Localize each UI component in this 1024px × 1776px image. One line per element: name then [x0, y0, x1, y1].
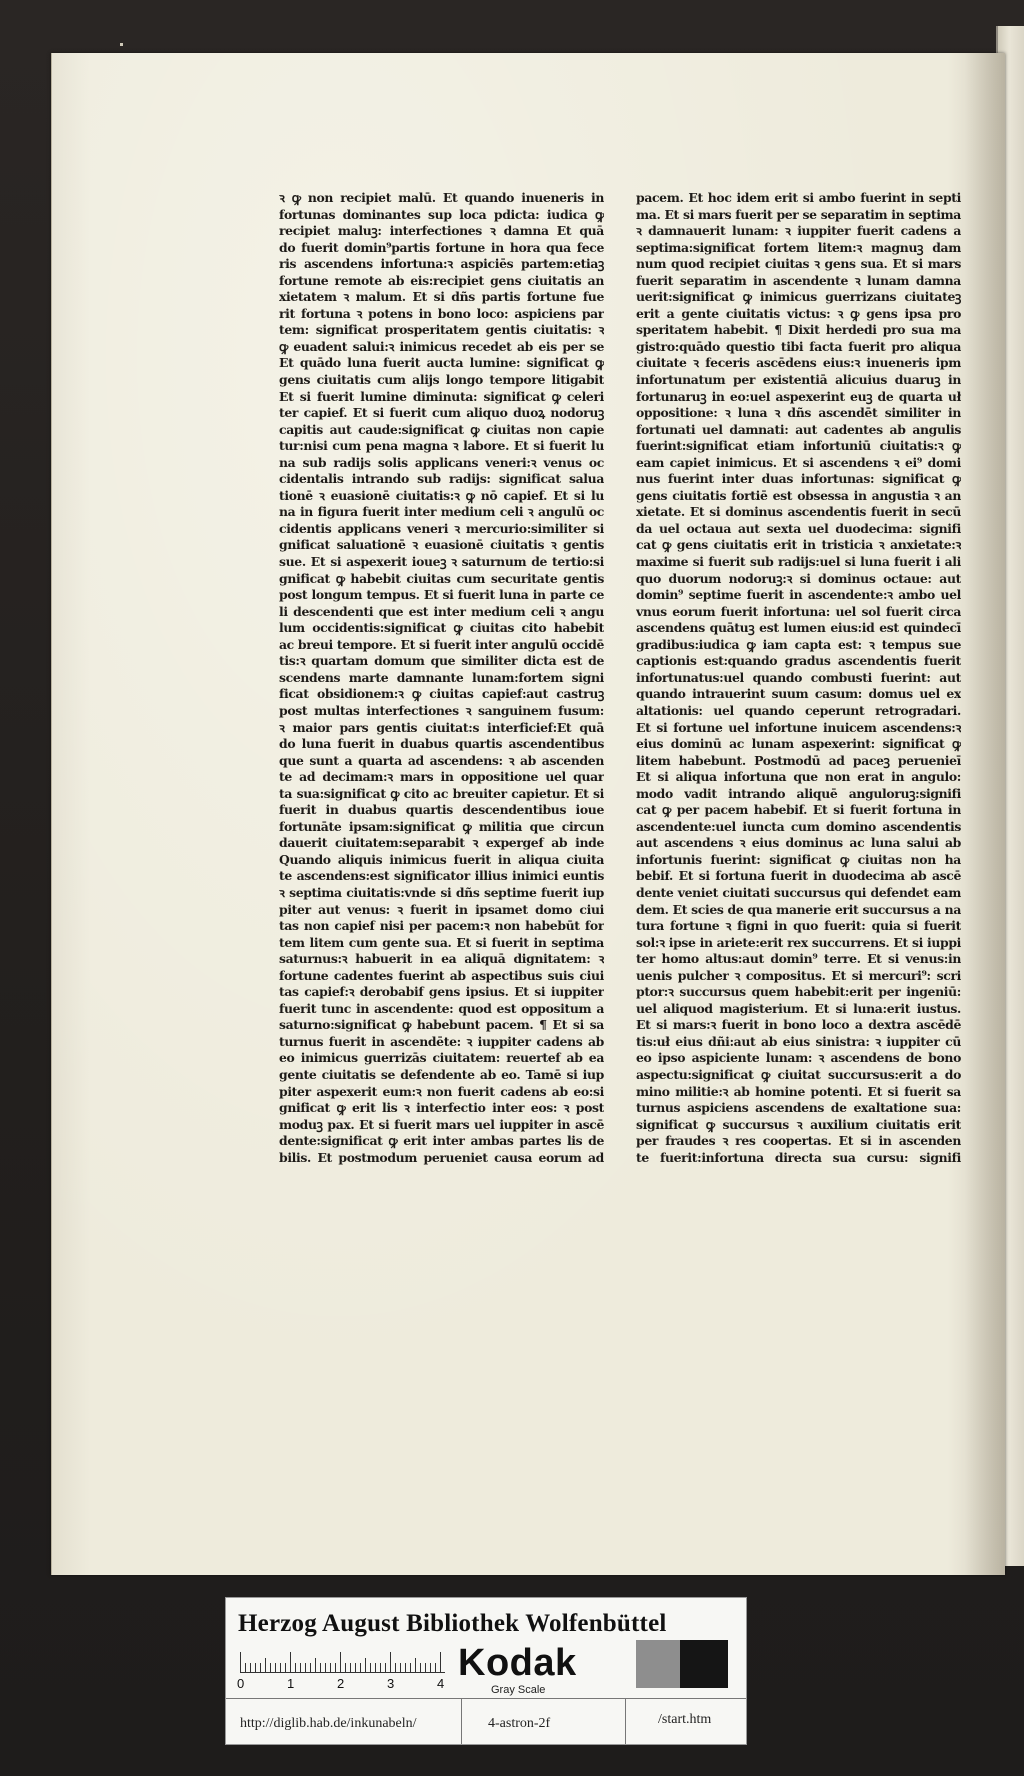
text-line: tas non capief nisi per pacem:ꝛ non habebūt for — [279, 918, 604, 934]
text-line: erit a gente ciuitatis victus: ꝛ ꝙ gens ipsa pro — [636, 305, 961, 321]
text-line: uel aliquod magisterium. Et si luna:erit iustus. — [636, 1000, 961, 1016]
ruler-tick — [440, 1652, 441, 1672]
text-line: post multas interfectiones ꝛ sanguinem fusum: — [279, 702, 604, 718]
ruler-tick — [365, 1658, 366, 1672]
text-line: bebif. Et si fortuna fuerit in duodecima ab ascē — [636, 868, 961, 884]
text-line: domin⁹ septime fuerit in ascendente:ꝛ ambo uel — [636, 587, 961, 603]
ruler-tick — [330, 1663, 331, 1672]
text-line: pacem. Et hoc idem erit si ambo fuerint in septi — [636, 190, 961, 205]
ruler-tick — [290, 1652, 291, 1672]
ruler-tick — [420, 1663, 421, 1672]
text-line: te fuerit:infortuna directa sua cursu: signifi — [636, 1149, 961, 1165]
ruler-number: 4 — [437, 1676, 445, 1691]
text-line: litem habebunt. Postmodū ad paceꝫ peruenieī — [636, 752, 961, 768]
text-line: uenis pulcher ꝛ compositus. Et si mercuri⁹: scri — [636, 967, 961, 983]
text-line: fortunas dominantes sup loca pdicta: iudica ꝙ — [279, 206, 604, 222]
library-url: http://diglib.hab.de/inkunabeln/ — [240, 1716, 417, 1731]
ruler-tick — [240, 1652, 241, 1672]
ruler-tick — [370, 1663, 371, 1672]
text-line: ciuitate ꝛ feceris ascēdens eius:ꝛ inueneris ipm — [636, 355, 961, 371]
ruler-tick — [410, 1663, 411, 1672]
text-line: ac breui tempore. Et si fuerit inter angulū occidē — [279, 636, 604, 652]
ruler-tick — [325, 1663, 326, 1672]
text-line: cat ꝙ gens ciuitatis erit in tristicia ꝛ anxietate:ꝛ — [636, 537, 961, 553]
text-line: li descendenti que est inter medium celi ꝛ angu — [279, 603, 604, 619]
text-line: Et si mars:ꝛ fuerit in bono loco a dextra ascēdē — [636, 1017, 961, 1033]
ruler-tick — [245, 1663, 246, 1672]
ruler-tick — [270, 1663, 271, 1672]
ruler-number: 3 — [387, 1676, 395, 1691]
text-line: ascendens quātuꝫ est lumen eius:id est quindecī — [636, 620, 961, 636]
text-line: speritatem habebit. ¶ Dixit herdedi pro sua ma — [636, 322, 961, 338]
text-line: aspectu:significat ꝙ ciuitat succursus:erit a do — [636, 1066, 961, 1082]
text-line: significat ꝙ succursus ꝛ auxilium ciuitatis erit — [636, 1116, 961, 1132]
text-line: modo vadit intrando aliquē anguloruꝫ:signifi — [636, 785, 961, 801]
text-line: tura fortune ꝛ figni in quo fuerit: quia si fuerit — [636, 918, 961, 934]
ruler-tick — [425, 1663, 426, 1672]
text-line: fortune remote ab eis:recipiet gens ciuitatis an — [279, 272, 604, 288]
text-line: ta sua:significat ꝙ cito ac breuiter capietur. Et si — [279, 785, 604, 801]
text-line: rit fortuna ꝛ potens in bono loco: aspiciens par — [279, 305, 604, 321]
gray-swatch-dark — [680, 1640, 728, 1688]
text-line: na sub radijs solis applicans veneri:ꝛ venus oc — [279, 454, 604, 470]
text-line: lum occidentis:significat ꝙ ciuitas cito habebit — [279, 620, 604, 636]
ruler-tick — [315, 1658, 316, 1672]
ruler-tick — [350, 1663, 351, 1672]
ruler-tick — [380, 1663, 381, 1672]
ruler-tick — [255, 1663, 256, 1672]
ruler-tick — [395, 1663, 396, 1672]
page-gutter-shadow — [965, 53, 1005, 1575]
gray-swatch-mid — [636, 1640, 680, 1688]
text-line: Quando aliquis inimicus fuerit in aliqua ciuita — [279, 851, 604, 867]
start-link: /start.htm — [658, 1712, 712, 1727]
text-line: ter capief. Et si fuerit cum aliquo duoꝝ nodoruꝫ — [279, 405, 604, 421]
text-line: gistro:quādo questio tibi facta fuerit pro aliqua — [636, 338, 961, 354]
text-line: infortunis fuerint: significat ꝙ ciuitas non ha — [636, 851, 961, 867]
text-line: tis:uł eius dñi:aut ab eius sinistra: ꝛ iuppiter cū — [636, 1033, 961, 1049]
text-line: ptor:ꝛ succursus quem habebit:erit per ingeniū: — [636, 984, 961, 1000]
text-line: gnificat saluationē ꝛ euasionē ciuitatis ꝛ gentis — [279, 537, 604, 553]
ruler-tick — [320, 1663, 321, 1672]
ruler-tick — [375, 1663, 376, 1672]
kodak-color-card — [225, 1597, 747, 1745]
text-line: altationis: uel quando ceperunt retrogradari. — [636, 702, 961, 718]
card-divider — [226, 1698, 746, 1699]
text-line: cidentis applicans veneri ꝛ mercurio:similiter si — [279, 520, 604, 536]
text-line: bilis. Et postmodum perueniet causa eorum ad — [279, 1149, 604, 1165]
text-line: dente:significat ꝙ erit inter ambas partes lis de — [279, 1133, 604, 1149]
text-line: piter aspexerit eum:ꝛ non fuerit cadens ab eo:si — [279, 1083, 604, 1099]
text-line: te ad decimam:ꝛ mars in oppositione uel quar — [279, 769, 604, 785]
ruler-tick — [260, 1663, 261, 1672]
text-line: cidentalis intrando sub radijs: significat salua — [279, 471, 604, 487]
text-line: gradibus:iudica ꝙ iam capta est: ꝛ tempus sue — [636, 636, 961, 652]
text-line: turnus fuerit in ascendēte: ꝛ iuppiter cadens ab — [279, 1033, 604, 1049]
text-line: mino militie:ꝛ ab homine potenti. Et si fuerit sa — [636, 1083, 961, 1099]
text-line: fuerit separatim in ascendente ꝛ lunam damna — [636, 272, 961, 288]
text-line: do fuerit domin⁹partis fortune in hora qua fece — [279, 239, 604, 255]
ruler-number: 1 — [287, 1676, 295, 1691]
ruler-tick — [280, 1663, 281, 1672]
text-line: Et si fuerit lumine diminuta: significat ꝙ celeri — [279, 388, 604, 404]
text-line: fuerint:significat etiam infortuniū ciuitatis:ꝛ ꝙ — [636, 438, 961, 454]
text-line: tem litem cum gente sua. Et si fuerit in septima — [279, 934, 604, 950]
scale-ruler — [240, 1650, 445, 1673]
text-line: ꝙ euadent salui:ꝛ inimicus recedet ab eis per se — [279, 338, 604, 354]
ruler-tick — [430, 1663, 431, 1672]
ruler-number: 0 — [237, 1676, 245, 1691]
library-name: Herzog August Bibliothek Wolfenbüttel — [238, 1610, 667, 1637]
ruler-tick — [390, 1652, 391, 1672]
text-line: fuerit in duabus quartis descendentibus ioue — [279, 802, 604, 818]
text-line: te ascendens:est significator illius inimici euntis — [279, 868, 604, 884]
left-text-column — [279, 190, 604, 1166]
text-line: gnificat ꝙ habebit ciuitas cum securitate gentis — [279, 570, 604, 586]
text-line: tis:ꝛ quartam domum que similiter dicta est de — [279, 653, 604, 669]
right-text-column — [636, 190, 961, 1166]
text-line: xietate. Et si dominus ascendentis fuerit in secū — [636, 504, 961, 520]
text-line: quo duorum nodoruꝫ:ꝛ si dominus octaue: aut — [636, 570, 961, 586]
text-line: uerit:significat ꝙ inimicus guerrizans ciuitateꝫ — [636, 289, 961, 305]
text-line: per fraudes ꝛ res coopertas. Et si in ascenden — [636, 1133, 961, 1149]
text-line: tionē ꝛ euasionē ciuitatis:ꝛ ꝙ nō capief. Et si lu — [279, 487, 604, 503]
ruler-number: 2 — [337, 1676, 345, 1691]
ruler-tick — [275, 1663, 276, 1672]
text-line: ꝛ maior pars gentis ciuitat:s interficief:Et quā — [279, 719, 604, 735]
text-line: Et si fortune uel infortune inuicem ascendens:ꝛ — [636, 719, 961, 735]
text-line: infortunatum per existentiā alicuius duaruꝫ in — [636, 372, 961, 388]
ruler-tick — [285, 1663, 286, 1672]
text-line: dem. Et scies de qua manerie erit succursus a na — [636, 901, 961, 917]
ruler-tick — [265, 1658, 266, 1672]
text-line: eo ipso aspiciente lunam: ꝛ ascendens de bono — [636, 1050, 961, 1066]
text-line: saturno:significat ꝙ habebunt pacem. ¶ Et si sa — [279, 1017, 604, 1033]
text-line: aut ascendens ꝛ eius dominus ac luna salui ab — [636, 835, 961, 851]
text-line: quando intrauerint suum casum: domus uel ex — [636, 686, 961, 702]
text-line: ter homo altus:aut domin⁹ terre. Et si venus:in — [636, 951, 961, 967]
text-line: tem: significat prosperitatem gentis ciuitatis: ꝛ — [279, 322, 604, 338]
ruler-tick — [310, 1663, 311, 1672]
text-line: turnus aspiciens ascendens de exaltatione sua: — [636, 1100, 961, 1116]
text-line: moduꝫ pax. Et si fuerit mars uel iuppiter in ascē — [279, 1116, 604, 1132]
ruler-tick — [340, 1652, 341, 1672]
ruler-tick — [305, 1663, 306, 1672]
text-line: fortunati uel damnati: aut cadentes ab angulis — [636, 421, 961, 437]
book-page — [51, 53, 1005, 1575]
text-line: dauerit ciuitatem:separabit ꝛ expergef ab inde — [279, 835, 604, 851]
kodak-logo: Kodak — [458, 1642, 577, 1684]
text-line: piter aut venus: ꝛ fuerit in ipsamet domo ciui — [279, 901, 604, 917]
text-line: oppositione: ꝛ luna ꝛ dñs ascendēt similiter in — [636, 405, 961, 421]
card-divider-vertical — [461, 1698, 462, 1744]
text-line: sol:ꝛ ipse in ariete:erit rex succurrens. Et si iuppi — [636, 934, 961, 950]
text-line: ris ascendens infortuna:ꝛ aspiciēs partem:etiaꝫ — [279, 256, 604, 272]
text-line: scendens marte damnante lunam:fortem signi — [279, 669, 604, 685]
text-line: do luna fuerit in duabus quartis ascendentibus — [279, 736, 604, 752]
text-line: gens ciuitatis cum alijs longo tempore litigabit — [279, 372, 604, 388]
ruler-tick — [345, 1663, 346, 1672]
text-line: septima:significat fortem litem:ꝛ magnuꝫ dam — [636, 239, 961, 255]
text-line: eius dominū ac lunam aspexerint: significat ꝙ — [636, 736, 961, 752]
text-line: ficat obsidionem:ꝛ ꝙ ciuitas capief:aut castruꝫ — [279, 686, 604, 702]
text-line: capitis aut caude:significat ꝙ ciuitas non capie — [279, 421, 604, 437]
text-line: gnificat ꝙ erit lis ꝛ interfectio inter eos: ꝛ post — [279, 1100, 604, 1116]
ruler-tick — [415, 1658, 416, 1672]
ruler-tick — [355, 1663, 356, 1672]
card-divider-vertical — [625, 1698, 626, 1744]
ruler-tick — [435, 1663, 436, 1672]
text-line: nus fuerint inter duas infortunas: significat ꝙ — [636, 471, 961, 487]
text-line: fortunaruꝫ in eo:uel aspexerint euꝫ de quarta uł — [636, 388, 961, 404]
text-line: num quod recipiet ciuitas ꝛ gens sua. Et si mars — [636, 256, 961, 272]
text-line: ꝛ ꝙ non recipiet malū. Et quando inueneris in — [279, 190, 604, 205]
ruler-tick — [400, 1663, 401, 1672]
ruler-tick — [295, 1663, 296, 1672]
text-line: que sunt a quarta ad ascendens: ꝛ ab ascenden — [279, 752, 604, 768]
gray-scale-label: Gray Scale — [491, 1684, 546, 1696]
text-line: ma. Et si mars fuerit per se separatim in septima — [636, 206, 961, 222]
text-line: Et quādo luna fuerit aucta lumine: significat ꝙ — [279, 355, 604, 371]
text-line: na in figura fuerit inter medium celi ꝛ angulū oc — [279, 504, 604, 520]
text-line: vnus eorum fuerit infortuna: uel sol fuerit circa — [636, 603, 961, 619]
text-line: gens ciuitatis fortiē est obsessa in angustia ꝛ an — [636, 487, 961, 503]
text-line: eo inimicus guerrizās ciuitatem: reuertef ab ea — [279, 1050, 604, 1066]
shelfmark: 4-astron-2f — [488, 1716, 551, 1731]
text-line: captionis est:quando gradus ascendentis fuerit — [636, 653, 961, 669]
ruler-tick — [300, 1663, 301, 1672]
ruler-tick — [360, 1663, 361, 1672]
text-line: dente veniet ciuitati succursus qui defendet eam — [636, 884, 961, 900]
text-line: ꝛ septima ciuitatis:vnde si dñs septime fuerit iup — [279, 884, 604, 900]
text-line: xietatem ꝛ malum. Et si dñs partis fortune fue — [279, 289, 604, 305]
text-line: maxime si fuerit sub radijs:uel si luna fuerit i ali — [636, 554, 961, 570]
ruler-tick — [405, 1663, 406, 1672]
text-line: tur:nisi cum pena magna ꝛ labore. Et si fuerit lu — [279, 438, 604, 454]
page-speck — [120, 43, 123, 46]
text-line: saturnus:ꝛ habuerit in ea aliquā dignitatem: ꝛ — [279, 951, 604, 967]
text-line: Et si aliqua infortuna que non erat in angulo: — [636, 769, 961, 785]
ruler-tick — [250, 1663, 251, 1672]
text-line: post longum tempus. Et si fuerit luna in parte ce — [279, 587, 604, 603]
text-line: ascendente:uel iuncta cum domino ascendentis — [636, 818, 961, 834]
text-line: tas capief:ꝛ derobabif gens ipsius. Et si iuppiter — [279, 984, 604, 1000]
text-line: recipiet maluꝫ: interfectiones ꝛ damna Et quā — [279, 223, 604, 239]
ruler-tick — [335, 1663, 336, 1672]
text-line: da uel octaua aut sexta uel duodecima: signifi — [636, 520, 961, 536]
text-line: fortune cadentes fuerint ab aspectibus suis ciui — [279, 967, 604, 983]
text-line: infortunatus:uel quando combusti fuerint: aut — [636, 669, 961, 685]
text-line: ꝛ damnauerit lunam: ꝛ iuppiter fuerit cadens a — [636, 223, 961, 239]
text-line: fuerit tunc in ascendente: quod est oppositum a — [279, 1000, 604, 1016]
text-line: sue. Et si aspexerit ioueꝫ ꝛ saturnum de tertio:si — [279, 554, 604, 570]
text-line: fortunāte ipsam:significat ꝙ militia que circun — [279, 818, 604, 834]
text-line: gente ciuitatis se defendente ab eo. Tamē si iup — [279, 1066, 604, 1082]
ruler-tick — [385, 1663, 386, 1672]
text-line: cat ꝙ per pacem habebif. Et si fuerit fortuna in — [636, 802, 961, 818]
text-line: eam capiet inimicus. Et si ascendens ꝛ ei⁹ domi — [636, 454, 961, 470]
